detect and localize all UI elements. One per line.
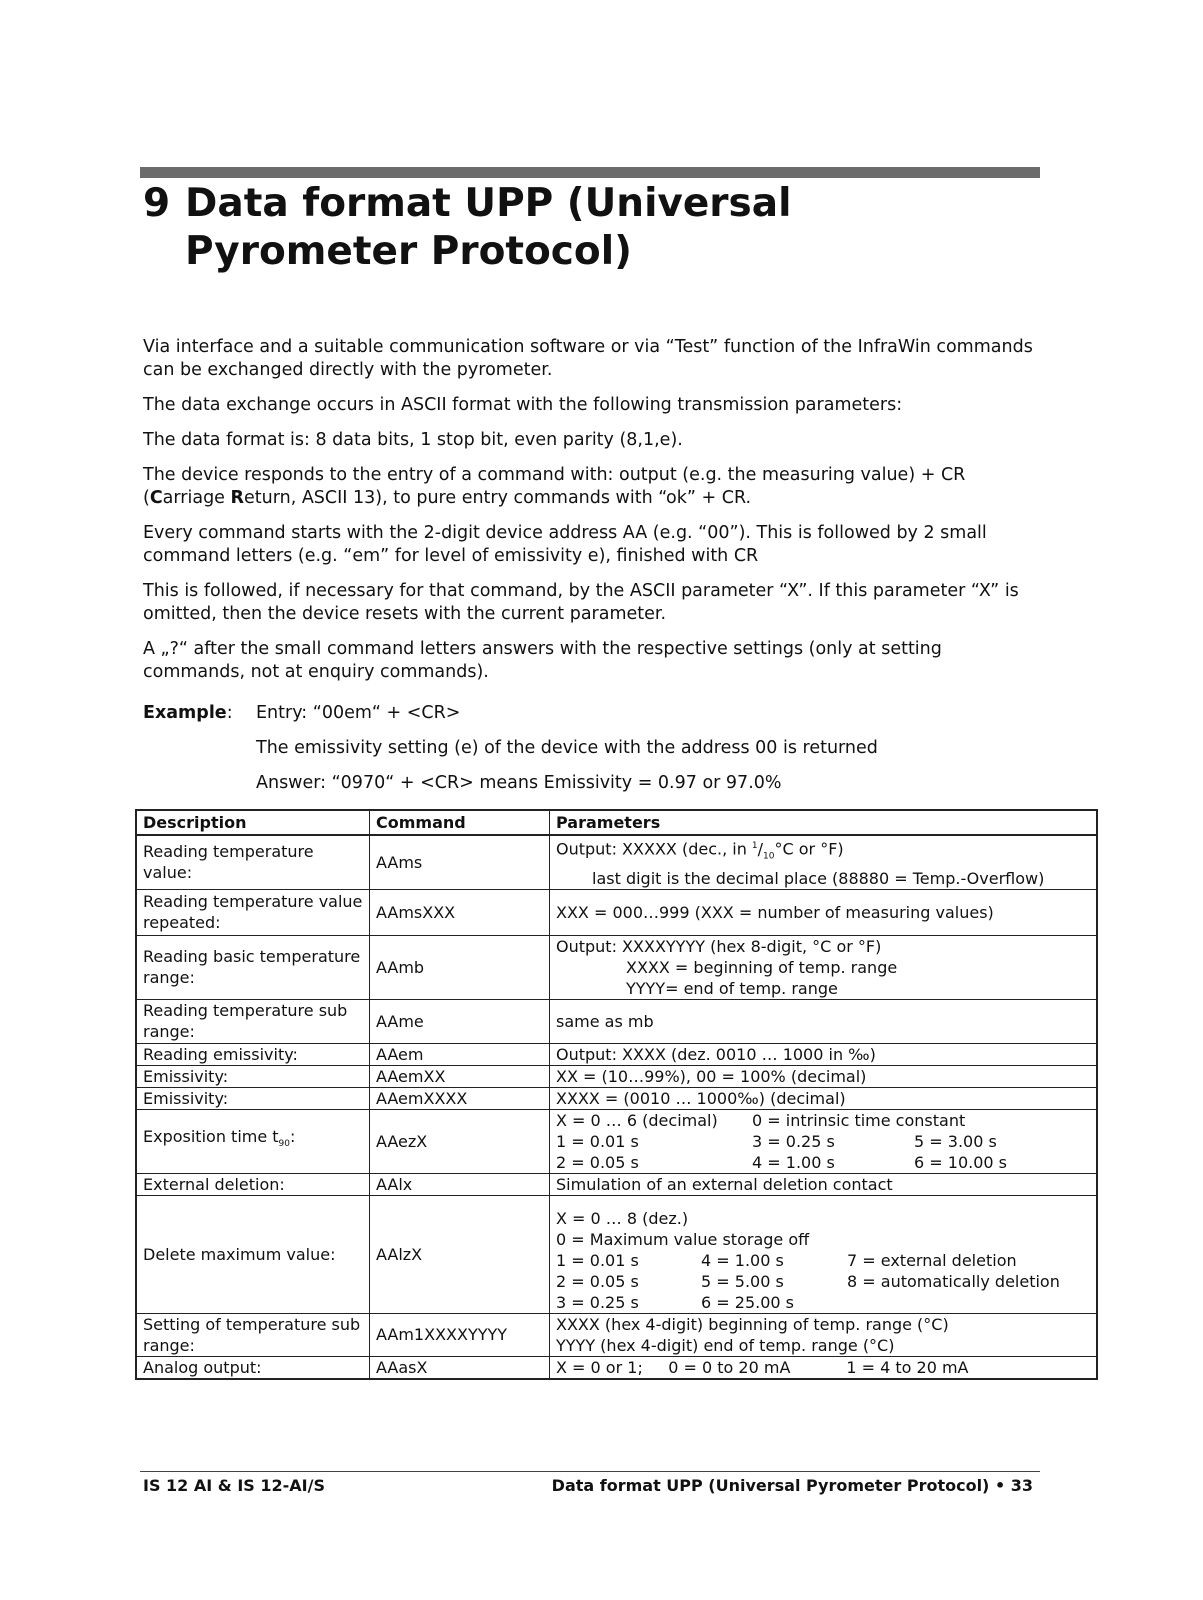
example-block — [143, 702, 1043, 807]
table-row — [136, 1087, 1097, 1109]
parameters-cell: Output: XXXXX (dec., in $^1/_{10}^\circ C$ or °F) last digit is the decimal place (88880 = Temp.-Overflow) — [550, 835, 1098, 889]
command-cell: AAemXX — [370, 1065, 550, 1087]
parameters-cell: XXX = 000…999 (XXX = number of measuring values) — [550, 889, 1098, 935]
parameters-cell: XXXX (hex 4-digit) beginning of temp. range (°C) YYYY (hex 4-digit) end of temp. range (°C) — [550, 1313, 1098, 1356]
description-cell: Emissivity: — [136, 1065, 370, 1087]
table-row — [136, 1173, 1097, 1195]
paragraph: A „?“ after the small command letters answers with the respective settings (only at setting commands, not at enquiry commands). — [143, 639, 942, 682]
paragraph: Via interface and a suitable communication software or via “Test” function of the InfraWin commands can be exchanged directly with the pyrometer. — [143, 337, 1033, 380]
example-description: The emissivity setting (e) of the device with the address 00 is returned — [256, 738, 878, 758]
command-cell: AAem — [370, 1043, 550, 1065]
paragraph: The device responds to the entry of a command with: output (e.g. the measuring value) + CR (Carriage Return, ASCII 13), to pure entry commands with “ok” + CR. — [143, 465, 966, 508]
command-cell: AAlzX — [370, 1195, 550, 1313]
command-table — [135, 809, 1098, 1380]
paragraph: The data format is: 8 data bits, 1 stop bit, even parity (8,1,e). — [143, 430, 683, 450]
description-cell: Reading temperature value: — [136, 835, 370, 889]
description-cell: Reading temperature value repeated: — [136, 889, 370, 935]
example-answer: Answer: “0970“ + <CR> means Emissivity = 0.97 or 97.0% — [256, 773, 782, 793]
example-entry: Entry: “00em“ + <CR> — [256, 703, 461, 723]
parameters-cell: X = 0 … 6 (decimal) 0 = intrinsic time constant 1 = 0.01 s 3 = 0.25 s 5 = 3.00 s 2 = 0.05 s 4 = 1.00 s 6 = 10.00 s — [550, 1109, 1098, 1173]
paragraph: The data exchange occurs in ASCII format with the following transmission parameters: — [143, 395, 903, 415]
command-cell: AAm1XXXXYYYY — [370, 1313, 550, 1356]
table-row — [136, 835, 1097, 889]
table-row — [136, 1043, 1097, 1065]
description-cell: Setting of temperature sub range: — [136, 1313, 370, 1356]
command-cell: AAemXXXX — [370, 1087, 550, 1109]
table-row — [136, 935, 1097, 999]
table-row — [136, 999, 1097, 1043]
parameters-cell: Output: XXXXYYYY (hex 8-digit, °C or °F) XXXX = beginning of temp. range YYYY= end of temp. range — [550, 935, 1098, 999]
description-cell: External deletion: — [136, 1173, 370, 1195]
footer-section-page: Data format UPP (Universal Pyrometer Protocol) • 33 — [551, 1476, 1033, 1495]
description-cell: Reading basic temperature range: — [136, 935, 370, 999]
footer-product: IS 12 AI & IS 12-AI/S — [143, 1476, 325, 1495]
command-cell: AAme — [370, 999, 550, 1043]
table-row — [136, 1109, 1097, 1173]
table-row — [136, 1195, 1097, 1313]
description-cell: Reading temperature sub range: — [136, 999, 370, 1043]
parameters-cell: XXXX = (0010 … 1000‰) (decimal) — [550, 1087, 1098, 1109]
parameters-cell: X = 0 or 1; 0 = 0 to 20 mA 1 = 4 to 20 mA — [550, 1356, 1098, 1379]
footer-rule — [140, 1471, 1040, 1472]
table-row — [136, 1065, 1097, 1087]
table-row — [136, 1313, 1097, 1356]
table-header-row — [136, 810, 1097, 835]
command-cell: AAmb — [370, 935, 550, 999]
column-header: Description — [136, 810, 370, 835]
example-label: Example: — [143, 703, 233, 723]
chapter-rule — [140, 167, 1040, 178]
parameters-cell: X = 0 … 8 (dez.) 0 = Maximum value storage off 1 = 0.01 s 4 = 1.00 s 7 = external deletion 2 = 0.05 s 5 = 5.00 s 8 = automatically deletion 3 = 0.25 s 6 = 25.00 s — [550, 1195, 1098, 1313]
column-header: Command — [370, 810, 550, 835]
body-text — [143, 336, 1043, 696]
command-cell: AAezX — [370, 1109, 550, 1173]
parameters-cell: XX = (10…99%), 00 = 100% (decimal) — [550, 1065, 1098, 1087]
description-cell: Reading emissivity: — [136, 1043, 370, 1065]
description-cell: Delete maximum value: — [136, 1195, 370, 1313]
description-cell: Analog output: — [136, 1356, 370, 1379]
parameters-cell: same as mb — [550, 999, 1098, 1043]
table-row — [136, 1356, 1097, 1379]
description-cell: Exposition time $t_{90}$: — [136, 1109, 370, 1173]
paragraph: Every command starts with the 2-digit device address AA (e.g. “00”). This is followed by 2 small command letters (e.g. “em” for level of emissivity e), finished with CR — [143, 523, 987, 566]
chapter-title: Data format UPP (Universal Pyrometer Protocol) — [185, 181, 792, 274]
description-cell: Emissivity: — [136, 1087, 370, 1109]
parameters-cell: Simulation of an external deletion contact — [550, 1173, 1098, 1195]
command-cell: AAasX — [370, 1356, 550, 1379]
chapter-number: 9 — [143, 181, 171, 226]
parameters-cell: Output: XXXX (dez. 0010 … 1000 in ‰) — [550, 1043, 1098, 1065]
command-cell: AAlx — [370, 1173, 550, 1195]
column-header: Parameters — [550, 810, 1098, 835]
table-row — [136, 889, 1097, 935]
paragraph: This is followed, if necessary for that command, by the ASCII parameter “X”. If this parameter “X” is omitted, then the device resets with the current parameter. — [143, 581, 1019, 624]
command-cell: AAms — [370, 835, 550, 889]
command-cell: AAmsXXX — [370, 889, 550, 935]
